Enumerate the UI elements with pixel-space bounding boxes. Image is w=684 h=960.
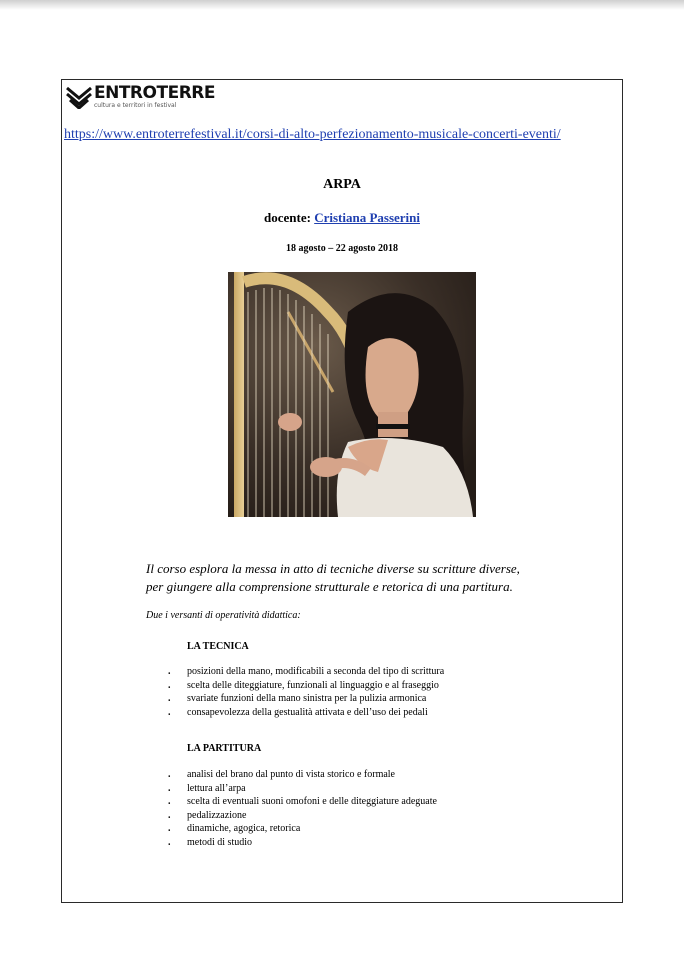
bullet-icon: . xyxy=(168,679,171,691)
list-item: . analisi del brano dal punto di vista storico e formale xyxy=(168,769,395,780)
teacher-name-link[interactable]: Cristiana Passerini xyxy=(314,210,420,225)
didactic-subhead: Due i versanti di operatività didattica: xyxy=(146,610,301,621)
section-title-tecnica: LA TECNICA xyxy=(187,641,249,652)
list-item: . posizioni della mano, modificabili a seconda del tipo di scrittura xyxy=(168,666,445,677)
logo-wordmark: ENTROTERRE xyxy=(94,83,215,103)
top-shadow xyxy=(0,0,684,10)
list-item: . consapevolezza della gestualità attivata e dell’uso dei pedali xyxy=(168,706,428,718)
festival-url-link[interactable]: https://www.entroterrefestival.it/corsi-di-alto-perfezionamento-musicale-concerti-eventi/ xyxy=(64,127,561,142)
bullet-icon: . xyxy=(168,782,171,794)
partitura-list xyxy=(168,768,437,850)
list-item: . scelta delle diteggiature, funzionali al linguaggio e al fraseggio xyxy=(168,679,439,691)
list-item: . dinamiche, agogica, retorica xyxy=(168,823,301,835)
list-item: . pedalizzazione xyxy=(168,809,247,821)
intro-line-2: per giungere alla comprensione strutturale e retorica di una partitura. xyxy=(146,579,513,594)
list-item: . metodi di studio xyxy=(168,836,252,848)
intro-line-1: Il corso esplora la messa in atto di tecniche diverse su scritture diverse, xyxy=(146,561,520,576)
teacher-label: docente: xyxy=(264,210,311,225)
tecnica-list xyxy=(168,665,444,719)
bullet-icon: . xyxy=(168,836,171,848)
bullet-icon: . xyxy=(168,666,171,677)
bullet-icon: . xyxy=(168,706,171,718)
list-item: . lettura all’arpa xyxy=(168,782,246,794)
course-intro xyxy=(146,560,586,596)
bullet-icon: . xyxy=(168,693,171,705)
teacher-line xyxy=(0,210,684,226)
bullet-icon: . xyxy=(168,823,171,835)
entroterre-logo[interactable] xyxy=(66,83,215,111)
bullet-icon: . xyxy=(168,796,171,808)
list-item: . svariate funzioni della mano sinistra per la pulizia armonica xyxy=(168,693,427,705)
bullet-icon: . xyxy=(168,809,171,821)
harpist-photo xyxy=(228,272,476,517)
course-title: ARPA xyxy=(323,177,361,192)
section-title-partitura: LA PARTITURA xyxy=(187,743,262,754)
logo-mark-icon xyxy=(66,85,92,109)
bullet-icon: . xyxy=(168,769,171,780)
list-item: . scelta di eventuali suoni omofoni e delle diteggiature adeguate xyxy=(168,796,437,808)
course-dates: 18 agosto – 22 agosto 2018 xyxy=(286,243,398,254)
logo-tagline: cultura e territori in festival xyxy=(94,102,177,109)
